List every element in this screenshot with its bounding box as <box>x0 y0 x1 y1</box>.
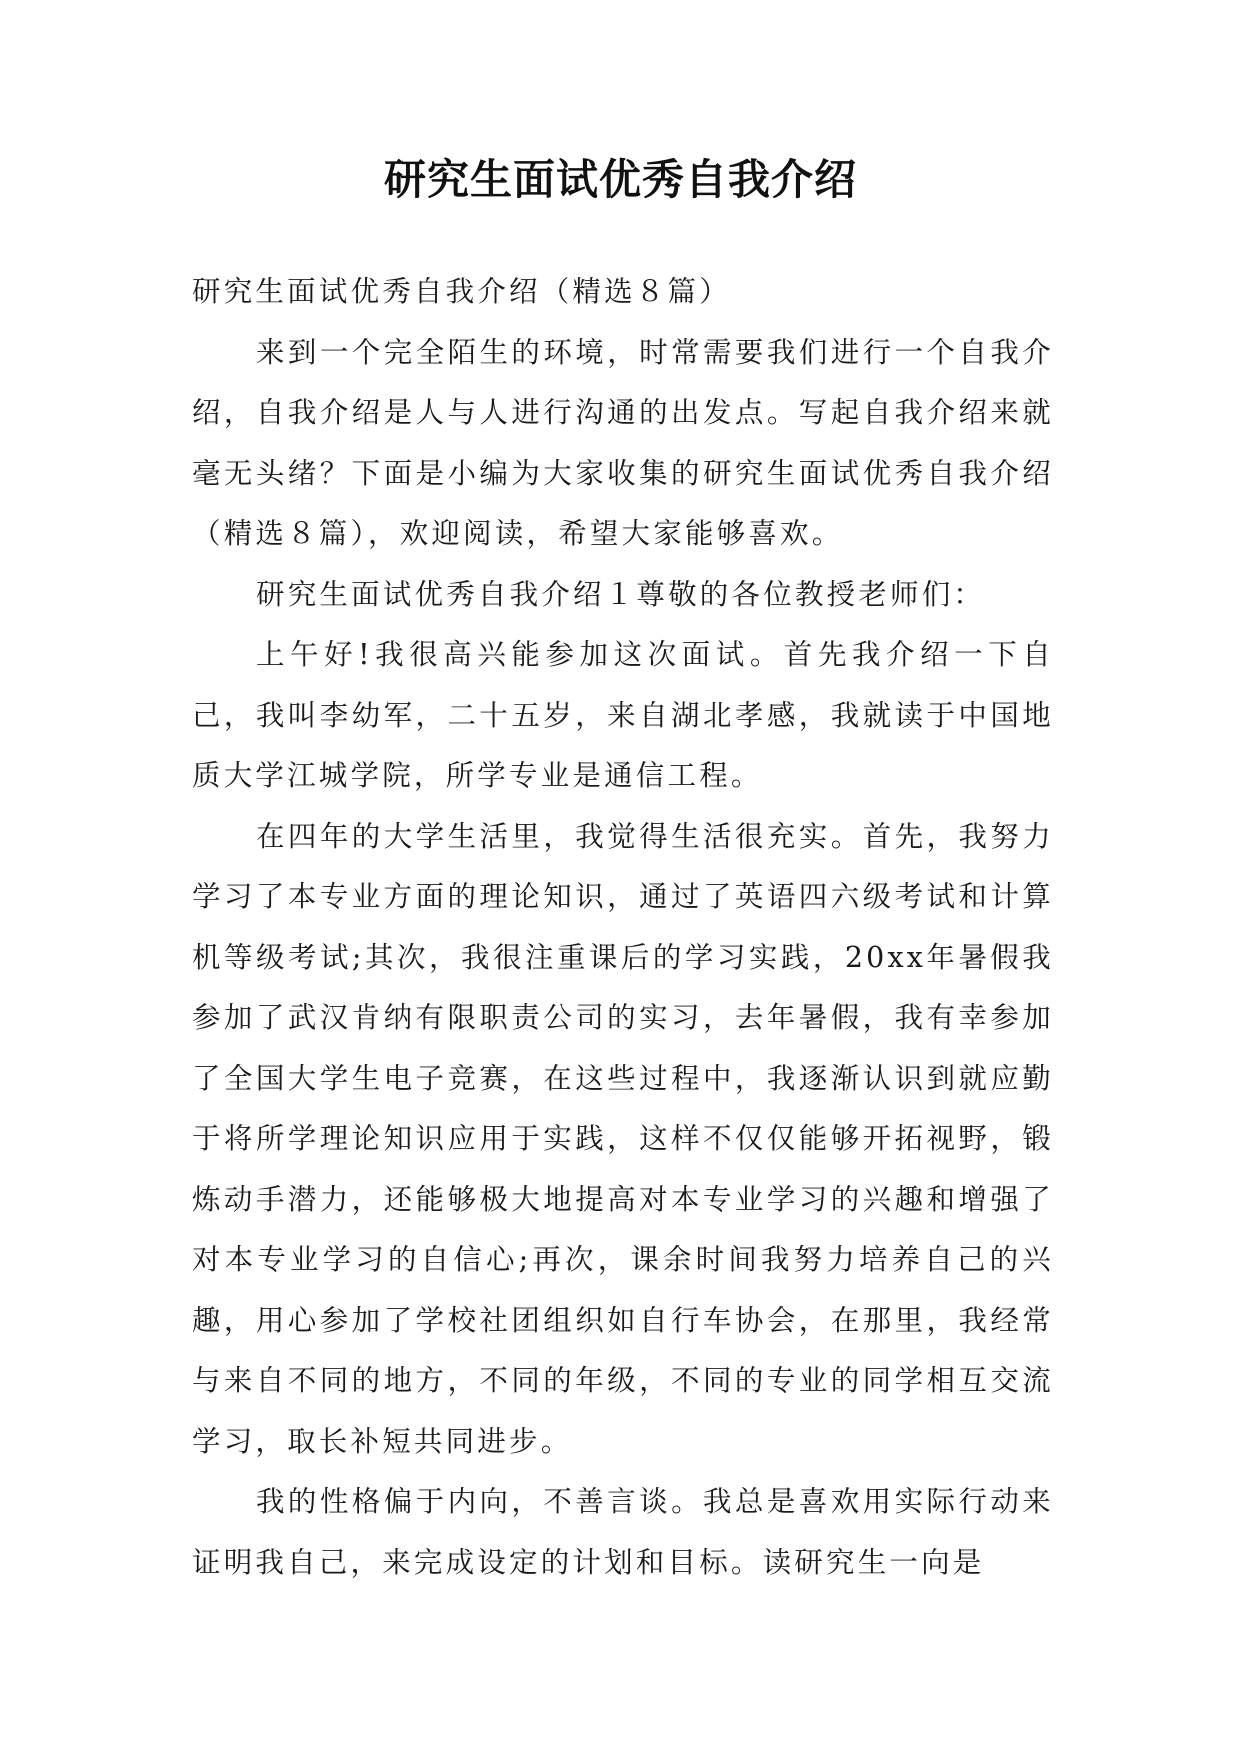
section-heading-paragraph: 研究生面试优秀自我介绍１尊敬的各位教授老师们： <box>256 577 986 611</box>
body-paragraph: 我的性格偏于内向，不善言谈。我总是喜欢用实际行动来证明我自己，来完成设定的计划和目标。读研究生一向是 <box>192 1485 1054 1579</box>
subtitle-paragraph: 研究生面试优秀自我介绍（精选８篇） <box>192 275 731 308</box>
body-paragraph: 在四年的大学生活里，我觉得生活很充实。首先，我努力学习了本专业方面的理论知识，通过了英语四六级考试和计算机等级考试;其次，我很注重课后的学习实践，20xx年暑假我参加了武汉肯纳有限职责公司的实习，去年暑假，我有幸参加了全国大学生电子竞赛，在这些过程中，我逐渐认识到就应勤于将所学理论知识应用于实践，这样不仅仅能够开拓视野，锻炼动手潜力，还能够极大地提高对本专业学习的兴趣和增强了对本专业学习的自信心;再次，课余时间我努力培养自己的兴趣，用心参加了学校社团组织如自行车协会，在那里，我经常与来自不同的地方，不同的年级，不同的专业的同学相互交流学习，取长补短共同进步。 <box>192 819 1054 1458</box>
intro-paragraph: 来到一个完全陌生的环境，时常需要我们进行一个自我介绍，自我介绍是人与人进行沟通的出发点。写起自我介绍来就毫无头绪？下面是小编为大家收集的研究生面试优秀自我介绍（精选８篇），欢迎阅读，希望大家能够喜欢。 <box>192 335 1054 550</box>
document-title: 研究生面试优秀自我介绍 <box>383 155 857 204</box>
document-body <box>192 262 1054 1593</box>
body-paragraph: 上午好!我很高兴能参加这次面试。首先我介绍一下自己，我叫李幼军，二十五岁，来自湖北孝感，我就读于中国地质大学江城学院，所学专业是通信工程。 <box>192 638 1054 792</box>
